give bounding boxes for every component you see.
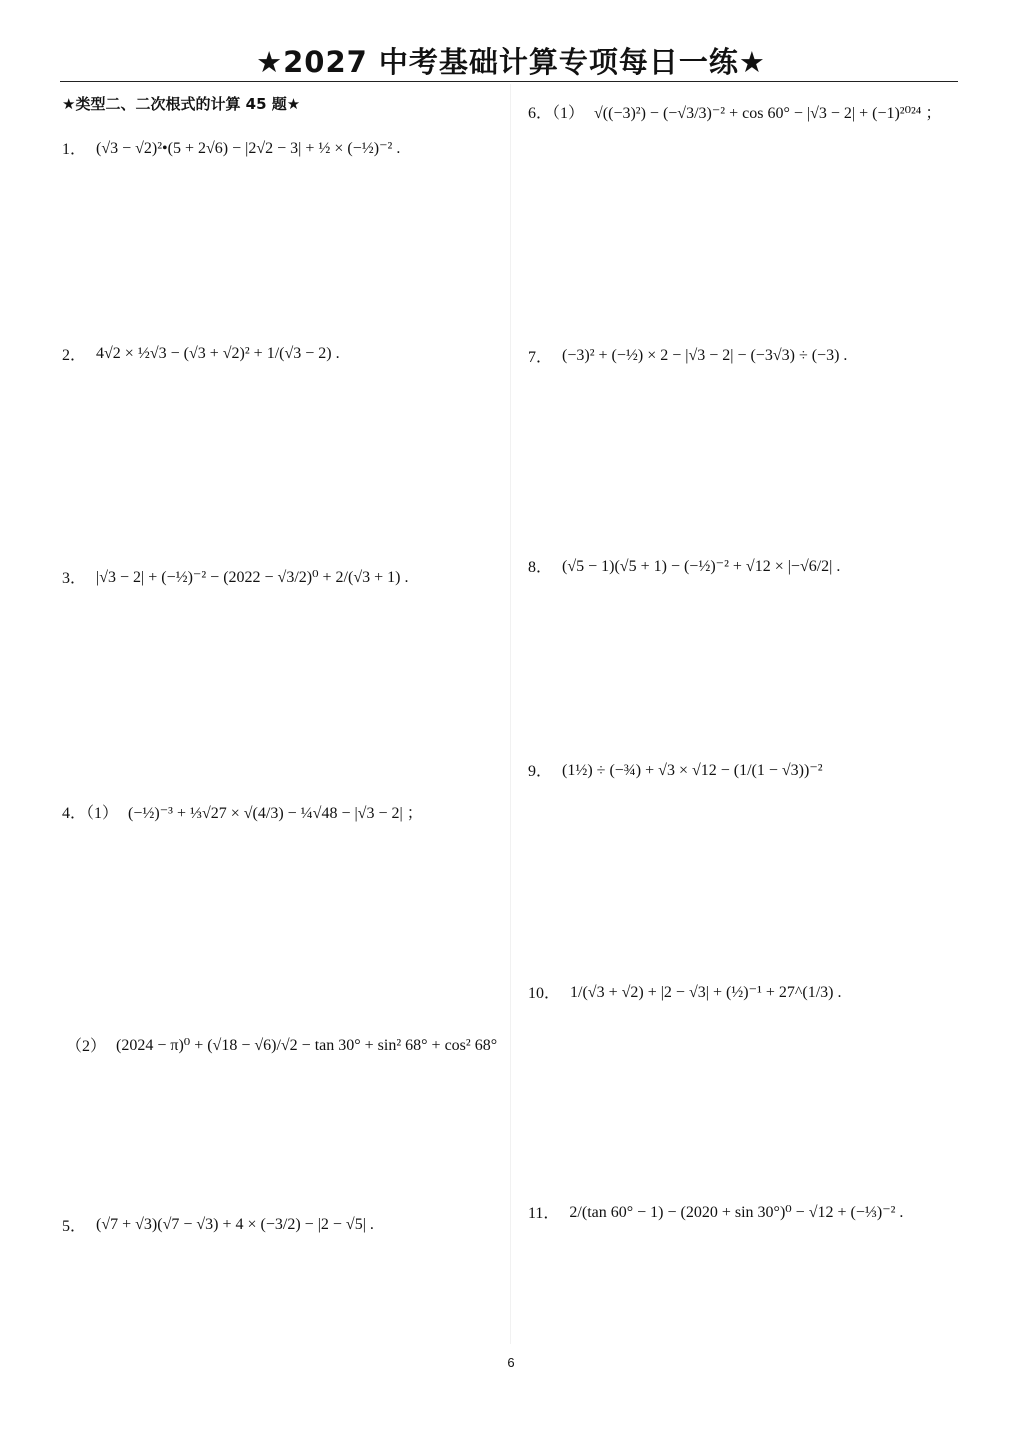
problem-expression: (−½)⁻³ + ⅓√27 × √(4/3) − ¼√48 − |√3 − 2| ； xyxy=(128,805,423,822)
problem-expression: 1/(√3 + √2) + |2 − √3| + (½)⁻¹ + 27^(1/3) . xyxy=(570,983,842,1001)
problem-expression: √((−3)²) − (−√3/3)⁻² + cos 60° − |√3 − 2| + (−1)²⁰²⁴ ； xyxy=(594,105,942,122)
problem-label: 6．（1） xyxy=(528,105,585,122)
page-title: ★2027 中考基础计算专项每日一练★ xyxy=(256,45,766,79)
problem-label: 4．（1） xyxy=(62,805,119,822)
problem-label: 11． xyxy=(528,1205,560,1222)
title-rule xyxy=(60,81,958,82)
column-divider xyxy=(510,84,511,1344)
problem-expression: 4√2 × ½√3 − (√3 + √2)² + 1/(√3 − 2) . xyxy=(96,344,340,362)
problem-expression: 2/(tan 60° − 1) − (2020 + sin 30°)⁰ − √12 + (−⅓)⁻² . xyxy=(569,1203,904,1221)
problem-4-part-2 xyxy=(66,1033,497,1056)
problem-label: 1． xyxy=(62,141,87,158)
problem-10 xyxy=(528,980,842,1003)
problem-label: 7． xyxy=(528,349,553,366)
problem-label: 2． xyxy=(62,347,87,364)
problem-expression: (√5 − 1)(√5 + 1) − (−½)⁻² + √12 × |−√6/2| . xyxy=(562,557,841,575)
problem-2 xyxy=(62,342,340,365)
problem-expression: (2024 − π)⁰ + (√18 − √6)/√2 − tan 30° + sin² 68° + cos² 68° xyxy=(116,1036,498,1054)
problem-7 xyxy=(528,344,847,367)
problem-label: 3． xyxy=(62,570,87,587)
page-number: 6 xyxy=(507,1355,515,1370)
problem-11 xyxy=(528,1200,903,1223)
problem-label: 10． xyxy=(528,985,561,1002)
problem-expression: (√7 + √3)(√7 − √3) + 4 × (−3/2) − |2 − √5| . xyxy=(96,1215,374,1233)
problem-6-part-1 xyxy=(528,100,941,123)
problem-label: 9． xyxy=(528,763,553,780)
section-heading: ★类型二、二次根式的计算 45 题★ xyxy=(62,95,301,113)
problem-label: 5． xyxy=(62,1218,87,1235)
problem-expression: (√3 − √2)²•(5 + 2√6) − |2√2 − 3| + ½ × (−½)⁻² . xyxy=(96,139,401,157)
problem-expression: |√3 − 2| + (−½)⁻² − (2022 − √3/2)⁰ + 2/(√3 + 1) . xyxy=(96,568,409,586)
problem-8 xyxy=(528,554,840,577)
problem-expression: (−3)² + (−½) × 2 − |√3 − 2| − (−3√3) ÷ (−3) . xyxy=(562,346,848,364)
problem-9 xyxy=(528,758,823,781)
problem-1 xyxy=(62,136,400,159)
problem-label: （2） xyxy=(66,1038,107,1055)
problem-5 xyxy=(62,1213,374,1236)
problem-expression: (1½) ÷ (−¾) + √3 × √12 − (1/(1 − √3))⁻² xyxy=(562,761,823,779)
problem-label: 8． xyxy=(528,559,553,576)
problem-3 xyxy=(62,565,408,588)
problem-4-part-1 xyxy=(62,800,423,823)
